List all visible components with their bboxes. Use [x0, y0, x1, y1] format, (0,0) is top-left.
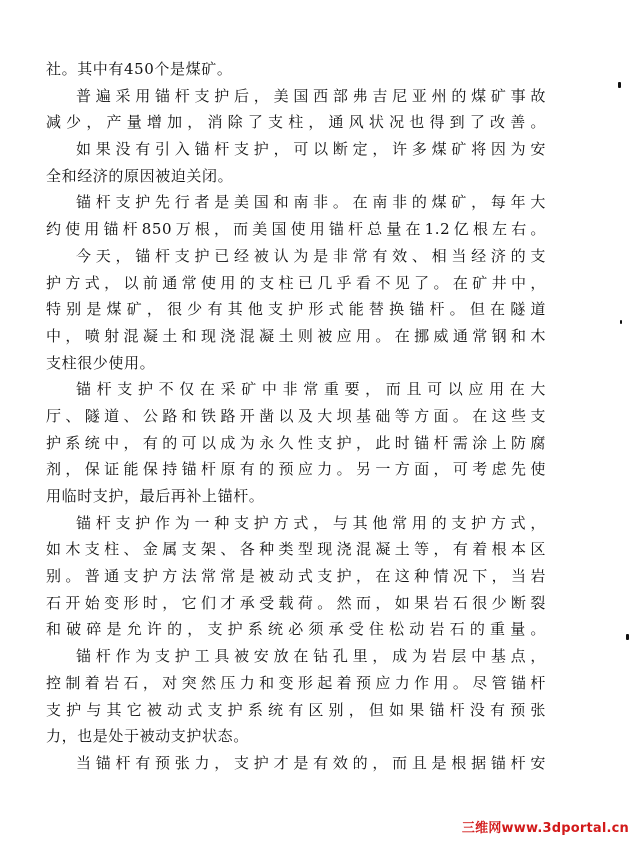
text-line: 今天，锚杆支护已经被认为是非常有效、相当经济的支 — [76, 246, 546, 265]
text-line: 厅、隧道、公路和铁路开凿以及大坝基础等方面。在这些支 — [46, 406, 546, 425]
scan-speck — [620, 320, 622, 324]
text-line: 如木支柱、金属支架、各种类型现浇混凝土等，有着根本区 — [46, 540, 546, 559]
text-line: 剂，保证能保持锚杆原有的预应力。另一方面，可考虑先使 — [46, 460, 546, 479]
text-line: 力，也是处于被动支护状态。 — [46, 727, 249, 746]
text-line: 减少，产量增加，消除了支柱，通风状况也得到了改善。 — [46, 113, 546, 132]
scan-speck — [618, 82, 621, 88]
text-line: 全和经济的原因被迫关闭。 — [46, 166, 234, 185]
text-line: 普遍采用锚杆支护后，美国西部弗吉尼亚州的煤矿事故 — [76, 86, 546, 105]
text-line: 社。其中有450个是煤矿。 — [46, 60, 233, 78]
text-line: 当锚杆有预张力，支护才是有效的，而且是根据锚杆安 — [76, 753, 546, 772]
scan-speck — [626, 634, 629, 640]
body-text — [46, 56, 546, 777]
text-line: 别。普通支护方法常常是被动式支护，在这种情况下，当岩 — [46, 567, 546, 586]
text-line: 和破碎是允许的，支护系统必须承受住松动岩石的重量。 — [46, 620, 546, 639]
text-line: 约使用锚杆850万根，而美国使用锚杆总量在1.2亿根左右。 — [46, 220, 546, 239]
text-line: 石开始变形时，它们才承受载荷。然而，如果岩石很少断裂 — [46, 593, 546, 612]
text-line: 支柱很少使用。 — [46, 353, 156, 372]
text-line: 用临时支护，最后再补上锚杆。 — [46, 487, 265, 505]
text-line: 如果没有引入锚杆支护，可以断定，许多煤矿将因为安 — [76, 140, 546, 159]
text-line: 锚杆支护作为一种支护方式，与其他常用的支护方式， — [76, 513, 546, 532]
text-line: 护方式，以前通常使用的支柱已几乎看不见了。在矿井中， — [46, 273, 546, 292]
text-line: 支护与其它被动式支护系统有区别，但如果锚杆没有预张 — [46, 700, 546, 719]
text-line: 控制着岩石，对突然压力和变形起着预应力作用。尽管锚杆 — [46, 673, 546, 692]
text-line: 护系统中，有的可以成为永久性支护，此时锚杆需涂上防腐 — [46, 433, 546, 452]
text-line: 锚杆支护不仅在采矿中非常重要，而且可以应用在大 — [76, 380, 546, 399]
text-line: 锚杆支护先行者是美国和南非。在南非的煤矿，每年大 — [76, 193, 546, 212]
text-line: 特别是煤矿，很少有其他支护形式能替换锚杆。但在隧道 — [46, 300, 546, 319]
site-watermark: 三维网www.3dportal.cn — [461, 821, 629, 836]
text-line: 中，喷射混凝土和现浇混凝土则被应用。在挪威通常钢和木 — [46, 326, 546, 345]
text-line: 锚杆作为支护工具被安放在钻孔里，成为岩层中基点， — [76, 647, 546, 666]
